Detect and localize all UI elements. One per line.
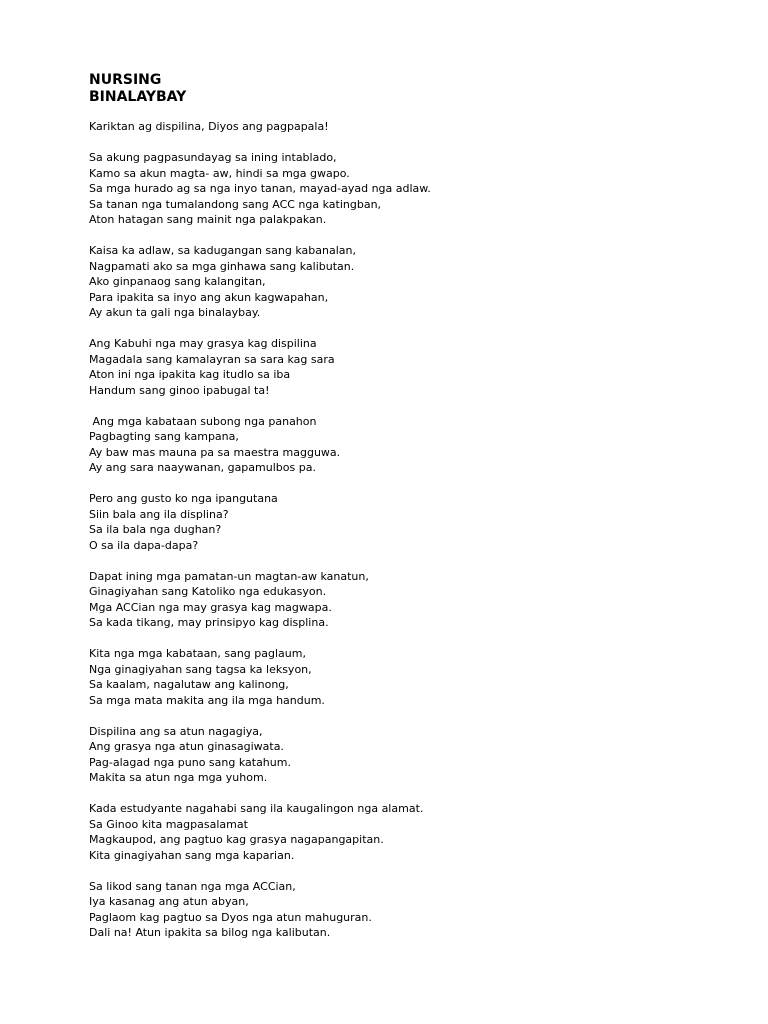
poem-line: Paglaom kag pagtuo sa Dyos nga atun mahuguran. [89,910,372,924]
poem-line: Kada estudyante nagahabi sang ila kaugalingon nga alamat. [89,802,424,815]
poem-line: Handum sang ginoo ipabugal ta! [89,383,270,397]
poem-stanza [89,491,729,553]
title-line-2: BINALAYBAY [89,89,187,105]
poem-line: Makita sa atun nga mga yuhom. [89,771,268,784]
poem-stanza [89,724,729,786]
poem-line: Kita ginagiyahan sang mga kaparian. [89,848,295,862]
poem-line: Dispilina ang sa atun nagagiya, [89,724,263,738]
poem-line: Nga ginagiyahan sang tagsa ka leksyon, [89,662,312,676]
poem-line: Nagpamati ako sa mga ginhawa sang kalibutan. [89,259,355,273]
poem-line: Aton hatagan sang mainit nga palakpakan. [89,213,327,226]
poem-line: Kita nga mga kabataan, sang paglaum, [89,647,306,660]
poem-line: Mga ACCian nga may grasya kag magwapa. [89,600,332,614]
poem-stanza [89,646,729,708]
poem-line: Sa kaalam, nagalutaw ang kalinong, [89,678,289,691]
poem-line: Pero ang gusto ko nga ipangutana [89,492,278,505]
poem-line: Ang Kabuhi nga may grasya kag dispilina [89,337,317,350]
poem-line: Dapat ining mga pamatan-un magtan-aw kanatun, [89,569,369,583]
poem-line: Ang mga kabataan subong nga panahon [89,414,317,428]
poem-line: O sa ila dapa-dapa? [89,538,199,552]
poem-line: Sa akung pagpasundayag sa ining intablado, [89,151,337,164]
poem-body [89,150,729,941]
poem-line: Magadala sang kamalayran sa sara kag sara [89,352,335,366]
poem-line: Ginagiyahan sang Katoliko nga edukasyon. [89,585,327,598]
poem-line: Ay akun ta gali nga binalaybay. [89,306,261,319]
poem-line: Sa kada tikang, may prinsipyo kag displina. [89,616,329,629]
poem-line: Sa likod sang tanan nga mga ACCian, [89,879,296,893]
poem-intro-line: Kariktan ag dispilina, Diyos ang pagpapala! [89,120,329,133]
poem-line: Siin bala ang ila displina? [89,507,229,521]
poem-page [89,72,729,941]
poem-line: Kamo sa akun magta- aw, hindi sa mga gwapo. [89,166,350,180]
poem-line: Para ipakita sa inyo ang akun kagwapahan, [89,290,329,304]
poem-line: Dali na! Atun ipakita sa bilog nga kalibutan. [89,926,331,939]
poem-line: Ako ginpanaog sang kalangitan, [89,275,266,288]
poem-stanza [89,150,729,228]
poem-line: Kaisa ka adlaw, sa kadugangan sang kabanalan, [89,244,356,257]
poem-stanza [89,569,729,631]
poem-line: Sa mga mata makita ang ila mga handum. [89,693,325,707]
poem-stanza [89,336,729,398]
poem-line: Ay baw mas mauna pa sa maestra magguwa. [89,445,341,459]
poem-line: Pag-alagad nga puno sang katahum. [89,755,291,769]
poem-line: Sa Ginoo kita magpasalamat [89,817,248,831]
title-line-1: NURSING [89,72,162,88]
poem-line: Sa mga hurado ag sa nga inyo tanan, mayad-ayad nga adlaw. [89,182,431,195]
poem-line: Ang grasya nga atun ginasagiwata. [89,740,284,753]
poem-stanza [89,879,729,941]
poem-line: Magkaupod, ang pagtuo kag grasya nagapangapitan. [89,833,384,846]
poem-line: Ay ang sara naaywanan, gapamulbos pa. [89,461,316,474]
poem-title [89,72,729,106]
poem-stanza [89,801,729,863]
poem-stanza [89,243,729,321]
poem-line: Pagbagting sang kampana, [89,430,239,443]
poem-line: Sa tanan nga tumalandong sang ACC nga katingban, [89,197,382,211]
poem-stanza [89,414,729,476]
poem-line: Sa ila bala nga dughan? [89,523,222,536]
poem-line: Aton ini nga ipakita kag itudlo sa iba [89,368,291,381]
poem-line: Iya kasanag ang atun abyan, [89,895,249,908]
